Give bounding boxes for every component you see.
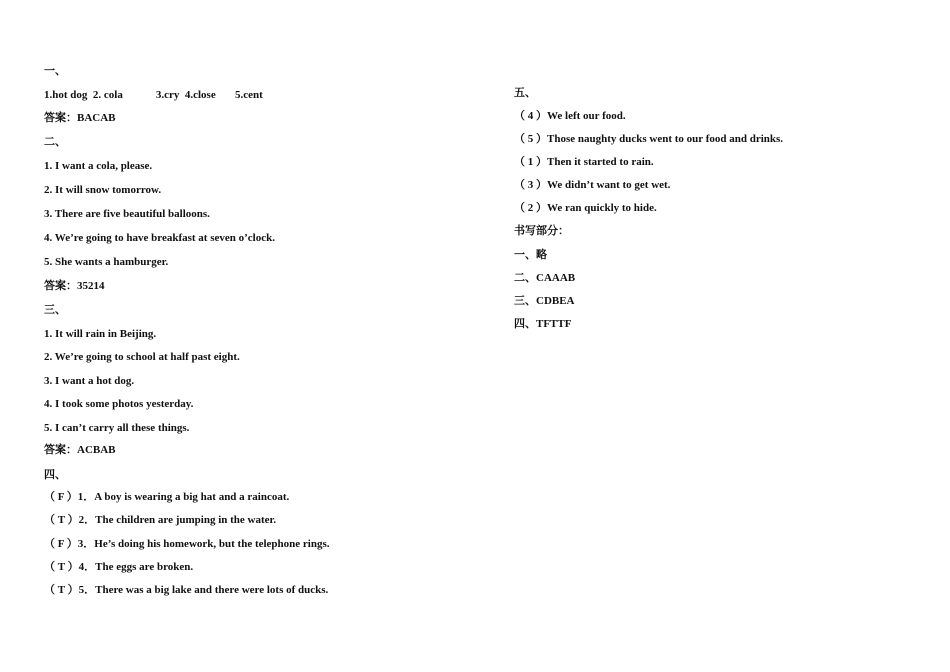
sentence-line: 2. We’re going to school at half past eight.: [44, 351, 240, 363]
writing-answer: 一、略: [514, 249, 547, 261]
section-heading-4: 四、: [44, 469, 66, 481]
writing-answer: 二、CAAAB: [514, 272, 576, 284]
true-false-item: （ T ）4．The eggs are broken.: [44, 561, 194, 573]
sentence-line: 2. It will snow tomorrow.: [44, 184, 162, 196]
answer-key: 答案：BACAB: [44, 112, 116, 124]
section-heading-2: 二、: [44, 136, 66, 148]
true-false-item: （ F ）3．He’s doing his homework, but the telephone rings.: [44, 538, 330, 550]
sentence-line: 1. I want a cola, please.: [44, 160, 153, 172]
ordering-item: （ 4 ）We left our food.: [514, 110, 626, 122]
ordering-item: （ 3 ）We didn’t want to get wet.: [514, 179, 671, 191]
sentence-line: 4. I took some photos yesterday.: [44, 398, 194, 410]
answer-key: 答案：35214: [44, 280, 105, 292]
sentence-line: 3. There are five beautiful balloons.: [44, 208, 210, 220]
ordering-item: （ 1 ）Then it started to rain.: [514, 156, 654, 168]
true-false-item: （ T ）2．The children are jumping in the water.: [44, 514, 277, 526]
answer-key: 答案：ACBAB: [44, 444, 116, 456]
writing-answer: 四、TFTTF: [514, 318, 572, 330]
ordering-item: （ 2 ）We ran quickly to hide.: [514, 202, 657, 214]
writing-answer: 三、CDBEA: [514, 295, 575, 307]
sentence-line: 1. It will rain in Beijing.: [44, 328, 157, 340]
sentence-line: 5. She wants a hamburger.: [44, 256, 169, 268]
sentence-line: 3. I want a hot dog.: [44, 375, 135, 387]
writing-section-heading: 书写部分：: [514, 225, 569, 237]
section-heading-5: 五、: [514, 87, 536, 99]
sentence-line: 5. I can’t carry all these things.: [44, 422, 190, 434]
true-false-item: （ F ）1．A boy is wearing a big hat and a raincoat.: [44, 491, 290, 503]
section-heading-1: 一、: [44, 65, 66, 77]
section-heading-3: 三、: [44, 304, 66, 316]
answer-line: 1.hot dog 2. cola 3.cry 4.close 5.cent: [44, 89, 263, 101]
ordering-item: （ 5 ）Those naughty ducks went to our food and drinks.: [514, 133, 784, 145]
sentence-line: 4. We’re going to have breakfast at seven o’clock.: [44, 232, 275, 244]
true-false-item: （ T ）5．There was a big lake and there were lots of ducks.: [44, 584, 329, 596]
